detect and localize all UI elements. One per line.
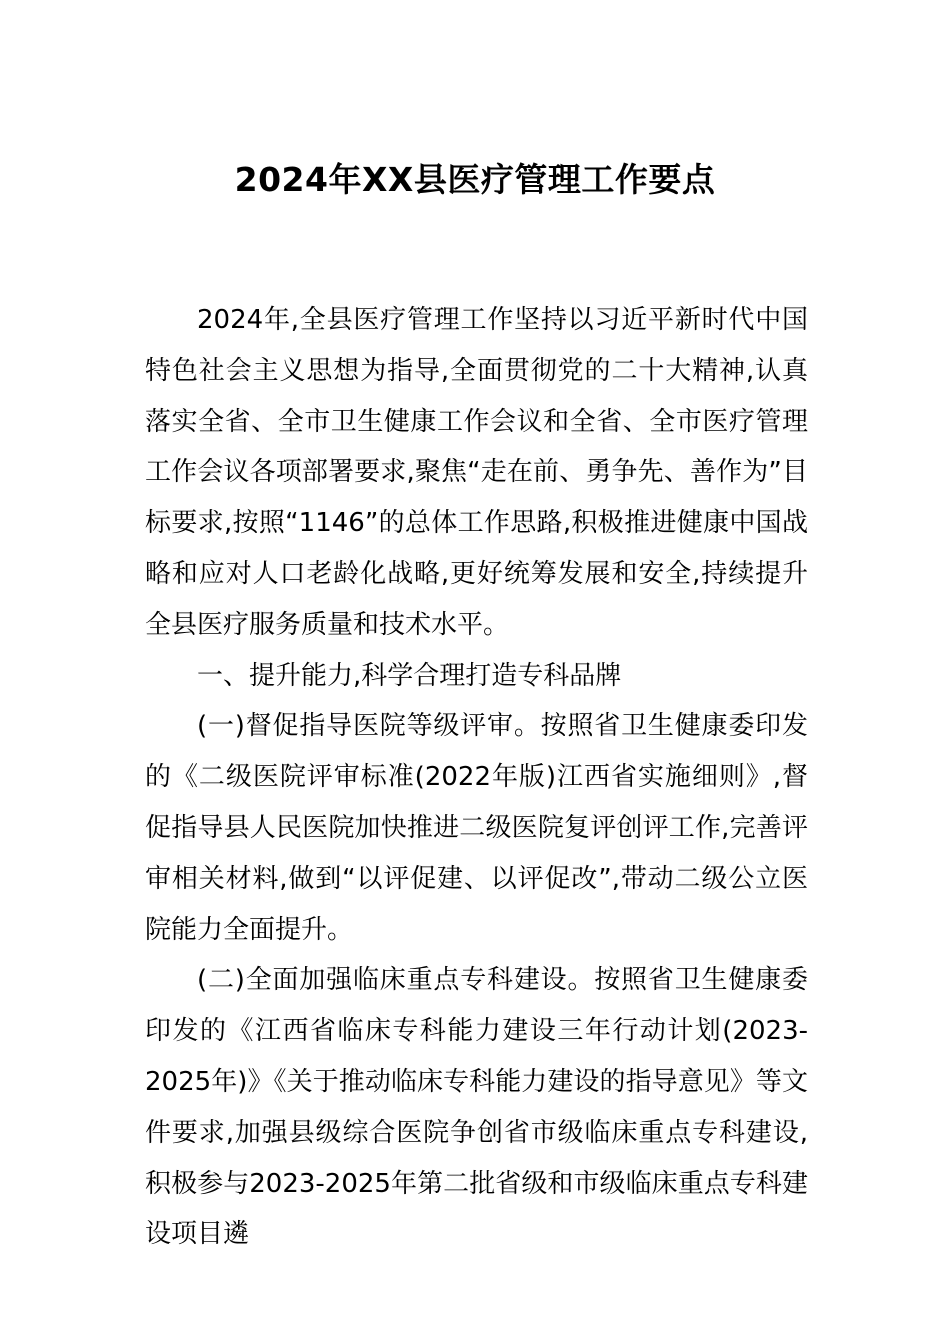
subsection-paragraph-2: (二)全面加强临床重点专科建设。按照省卫生健康委印发的《江西省临床专科能力建设三年行动计划(2023-2025年)》《关于推动临床专科能力建设的指导意见》等文件要求,加强县级综合医院争创省市级临床重点专科建设,积极参与2023-2025年第二批省级和市级临床重点专科建设项目遴 [145, 965, 808, 1250]
section-heading-1: 一、提升能力,科学合理打造专科品牌 [197, 660, 622, 691]
document-title: 2024年XX县医疗管理工作要点 [234, 160, 716, 199]
intro-paragraph: 2024年,全县医疗管理工作坚持以习近平新时代中国特色社会主义思想为指导,全面贯彻党的二十大精神,认真落实全省、全市卫生健康工作会议和全省、全市医疗管理工作会议各项部署要求,聚焦“走在前、勇争先、善作为”目标要求,按照“1146”的总体工作思路,积极推进健康中国战略和应对人口老龄化战略,更好统筹发展和安全,持续提升全县医疗服务质量和技术水平。 [145, 305, 808, 640]
subsection-paragraph-1: (一)督促指导医院等级评审。按照省卫生健康委印发的《二级医院评审标准(2022年版)江西省实施细则》,督促指导县人民医院加快推进二级医院复评创评工作,完善评审相关材料,做到“以评促建、以评促改”,带动二级公立医院能力全面提升。 [145, 711, 808, 945]
document-body [145, 295, 808, 1260]
